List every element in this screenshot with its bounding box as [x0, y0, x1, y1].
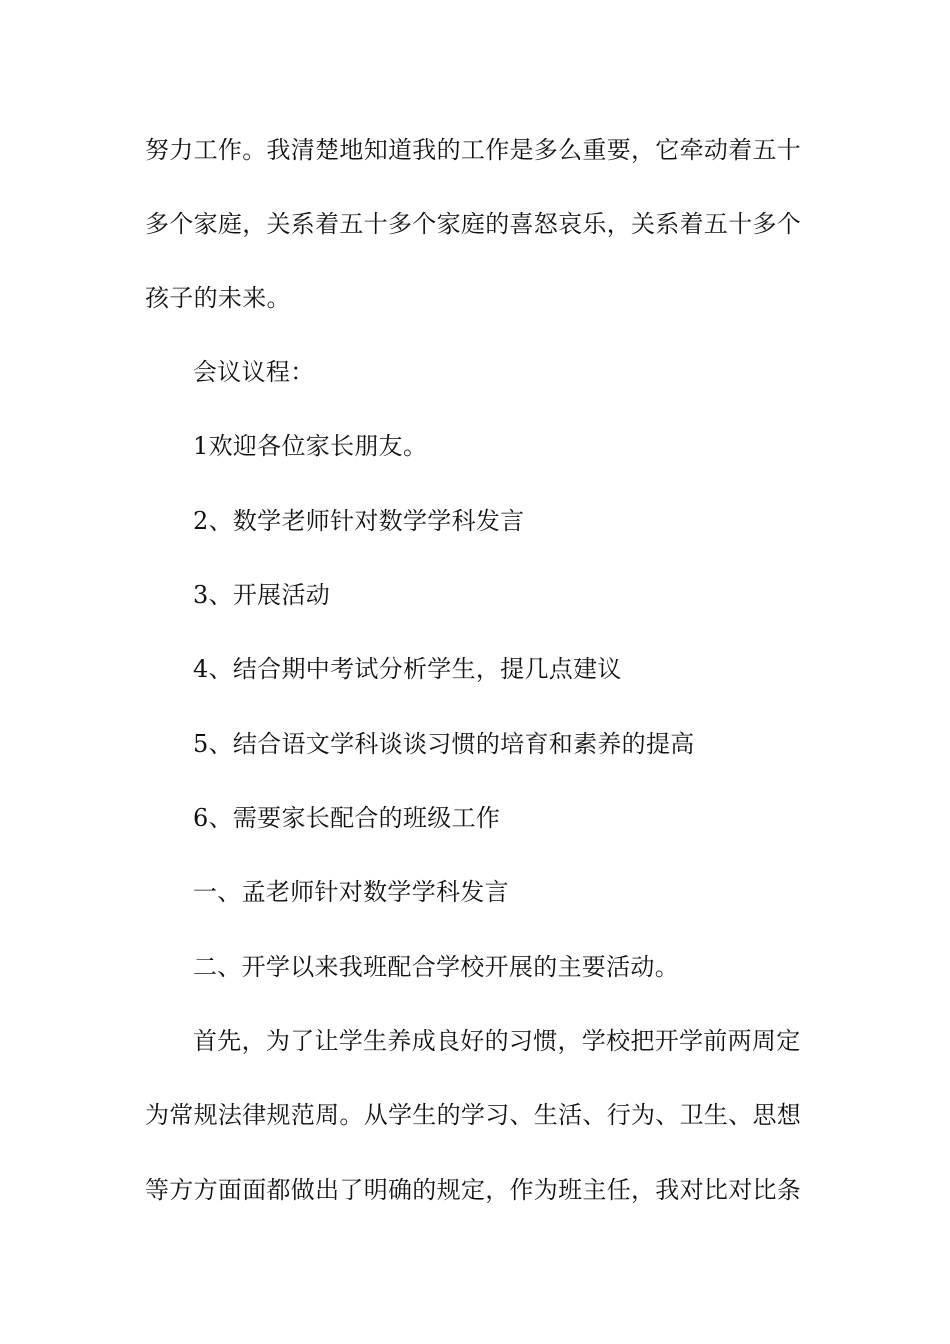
paragraph-line: 努力工作。我清楚地知道我的工作是多么重要，它牵动着五十 — [145, 136, 802, 164]
paragraph-line: 多个家庭，关系着五十多个家庭的喜怒哀乐，关系着五十多个 — [145, 210, 802, 238]
paragraph-line: 孩子的未来。 — [145, 284, 291, 312]
agenda-item: 3、开展活动 — [193, 581, 331, 609]
agenda-item: 5、结合语文学科谈谈习惯的培育和素养的提高 — [193, 730, 695, 758]
paragraph-line: 为常规法律规范周。从学生的学习、生活、行为、卫生、思想 — [145, 1101, 802, 1129]
agenda-item: 4、结合期中考试分析学生，提几点建议 — [193, 655, 622, 683]
section-heading: 一、孟老师针对数学学科发言 — [193, 878, 509, 906]
section-heading: 二、开学以来我班配合学校开展的主要活动。 — [193, 953, 679, 981]
agenda-item: 2、数学老师针对数学学科发言 — [193, 507, 525, 535]
agenda-heading: 会议议程： — [193, 358, 315, 386]
agenda-item: 1欢迎各位家长朋友。 — [193, 432, 428, 460]
paragraph-line: 首先，为了让学生养成良好的习惯，学校把开学前两周定 — [193, 1027, 801, 1055]
paragraph-line: 等方方面面都做出了明确的规定，作为班主任，我对比对比条 — [145, 1176, 802, 1204]
agenda-item: 6、需要家长配合的班级工作 — [193, 804, 501, 832]
